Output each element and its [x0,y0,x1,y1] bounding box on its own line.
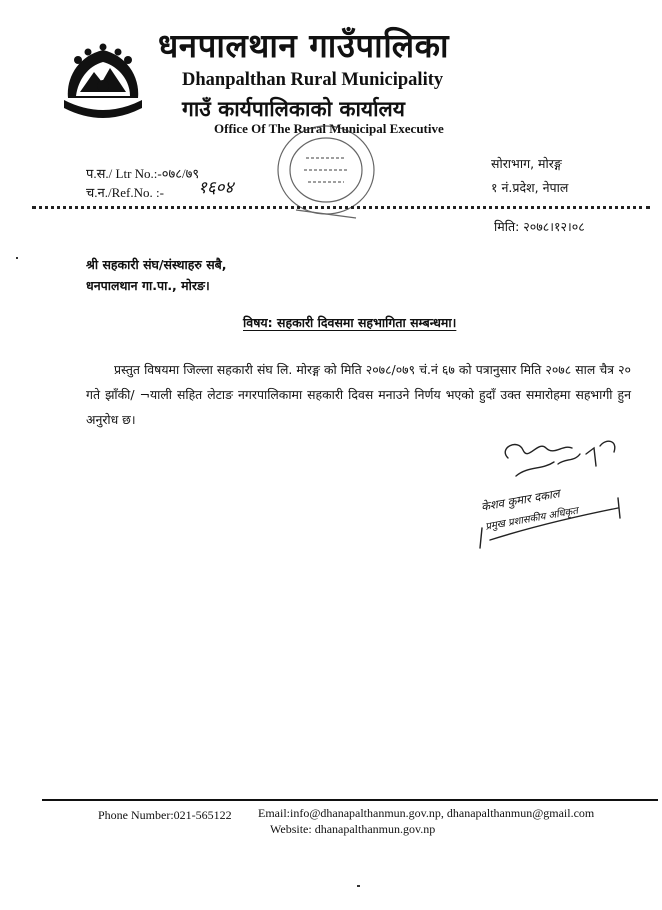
municipality-title-nepali: धनपालथान गाउँपालिका [158,26,450,65]
reference-number-handwritten: १६०४ [198,178,234,197]
letter-body: प्रस्तुत विषयमा जिल्ला सहकारी संघ लि. मोरङ्ग को मिति २०७८/०७९ चं.नं ६७ को पत्रानुसार मिति २०७८ साल चैत्र २० गते झाँकी/ ¬याली सहित लेटाङ नगरपालिकामा सहकारी दिवस मनाउने निर्णय भएको हुदाँ उक्त समारोहमा सहभागी हुन अनुरोध छ। [86,362,631,427]
municipal-emblem-icon [58,38,148,128]
municipality-title-english: Dhanpalthan Rural Municipality [182,70,444,90]
address-line-2: १ नं.प्रदेश, नेपाल [491,180,569,195]
addressee-line-1: श्री सहकारी संघ/संस्थाहरु सबै, [86,257,227,272]
signatory-name: केशव कुमार दकाल [480,486,561,514]
signatory-title: प्रमुख प्रशासकीय अधिकृत [484,505,579,533]
address-line-1: सोराभाग, मोरङ्ग [491,156,562,171]
header-divider [32,206,650,209]
footer-website: Website: dhanapalthanmun.gov.np [270,822,436,836]
letter-number: प.स./ Ltr No.:-०७८/७९ [86,166,200,181]
footer-divider [42,799,658,801]
official-stamp-icon [266,118,386,228]
reference-number-label: च.न./Ref.No. :- [86,185,164,200]
letter-subject: विषय: सहकारी दिवसमा सहभागिता सम्बन्धमा। [243,315,457,330]
scan-speck [16,257,18,259]
office-title-english: Office Of The Rural Municipal Executive [214,121,444,136]
addressee-line-2: धनपालथान गा.पा., मोरङ। [86,278,210,293]
scan-speck [357,885,360,887]
footer-email: Email:info@dhanapalthanmun.gov.np, dhanapalthanmun@gmail.com [258,806,595,820]
footer-phone: Phone Number:021-565122 [98,808,232,822]
letter-date: मिति: २०७८।१२।०८ [494,219,585,234]
office-title-nepali: गाउँ कार्यपालिकाको कार्यालय [182,97,405,121]
